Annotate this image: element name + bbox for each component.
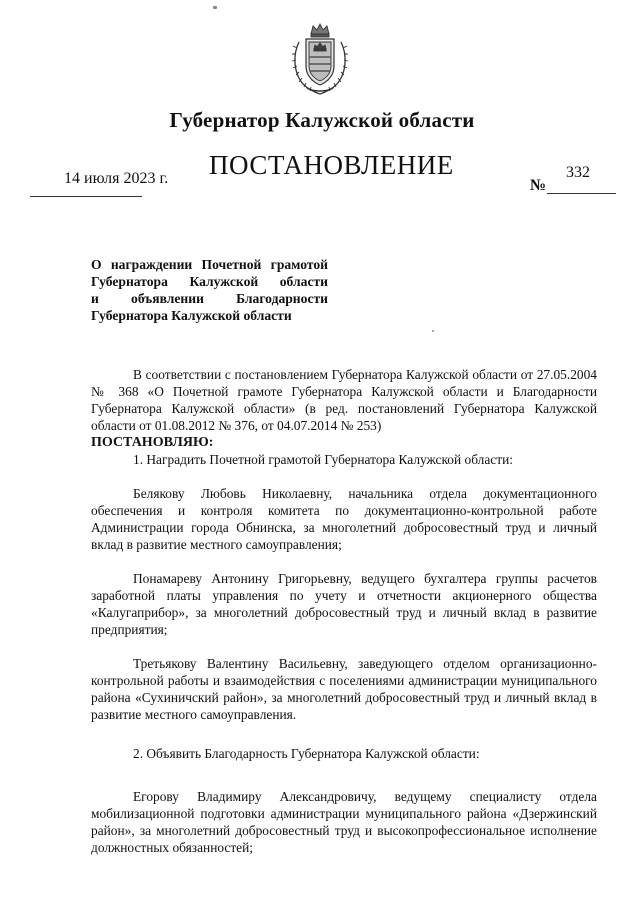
item2-heading-block <box>91 745 597 762</box>
subject-line: Губернатора Калужской области <box>91 308 292 323</box>
decree-word: ПОСТАНОВЛЯЮ: <box>91 435 214 450</box>
subject-line: Губернатора Калужской области <box>91 274 328 289</box>
document-date: 14 июля 2023 г. <box>64 170 169 187</box>
gratitude-entry-1 <box>91 788 597 856</box>
scan-speck <box>213 6 217 9</box>
coat-of-arms-icon <box>289 22 351 96</box>
award-entry-1 <box>91 485 597 553</box>
award-entry-2 <box>91 570 597 638</box>
number-underline <box>547 193 616 194</box>
document-subject <box>91 256 328 324</box>
document-type-title: ПОСТАНОВЛЕНИЕ <box>209 150 454 180</box>
subject-line: О награждении Почетной грамотой <box>91 257 328 272</box>
preamble-block <box>91 366 597 468</box>
document-number: 332 <box>566 164 590 181</box>
award-entry-text: Понамареву Антонину Григорьевну, ведущего бухгалтера группы расчетов заработной платы управления по учету и отчетности акционерного общества «Калугаприбор», за многолетний добросовестный труд и личный вклад в развитие предприятия; <box>91 571 597 637</box>
award-entry-text: Белякову Любовь Николаевну, начальника отдела документационного обеспечения и контроля комитета по документационно-контрольной работе Администрации города Обнинска, за многолетний добросовестный труд и личный вклад в развитие местного самоуправления; <box>91 486 597 552</box>
gratitude-entry-text: Егорову Владимиру Александровичу, ведущему специалисту отдела мобилизационной подготовки администрации муниципального района «Дзержинский район», за многолетний добросовестный труд и высокопрофессиональное исполнение должностных обязанностей; <box>91 789 597 855</box>
award-entry-text: Третьякову Валентину Васильевну, заведующего отделом организационно-контрольной работы и взаимодействия с поселениями администрации муниципального района «Сухиничский район», за многолетний добросовестный труд и личный вклад в развитие местного самоуправления. <box>91 656 597 722</box>
date-underline <box>30 196 142 197</box>
preamble-paragraph: В соответствии с постановлением Губернатора Калужской области от 27.05.2004 № 368 «О Почетной грамоте Губернатора Калужской области и Благодарности Губернатора Калужской области» (в ред. постановлений Губернатора Калужской области от 01.08.2012 № 376, от 04.07.2014 № 253) <box>91 367 597 433</box>
item2-heading: 2. Объявить Благодарность Губернатора Калужской области: <box>133 746 480 761</box>
award-entry-3 <box>91 655 597 723</box>
scan-speck <box>432 330 434 332</box>
authority-title: Губернатор Калужской области <box>169 108 475 132</box>
subject-line: и объявлении Благодарности <box>91 291 328 306</box>
item1-heading: 1. Наградить Почетной грамотой Губернатора Калужской области: <box>133 452 513 467</box>
number-sign: № <box>530 177 547 194</box>
